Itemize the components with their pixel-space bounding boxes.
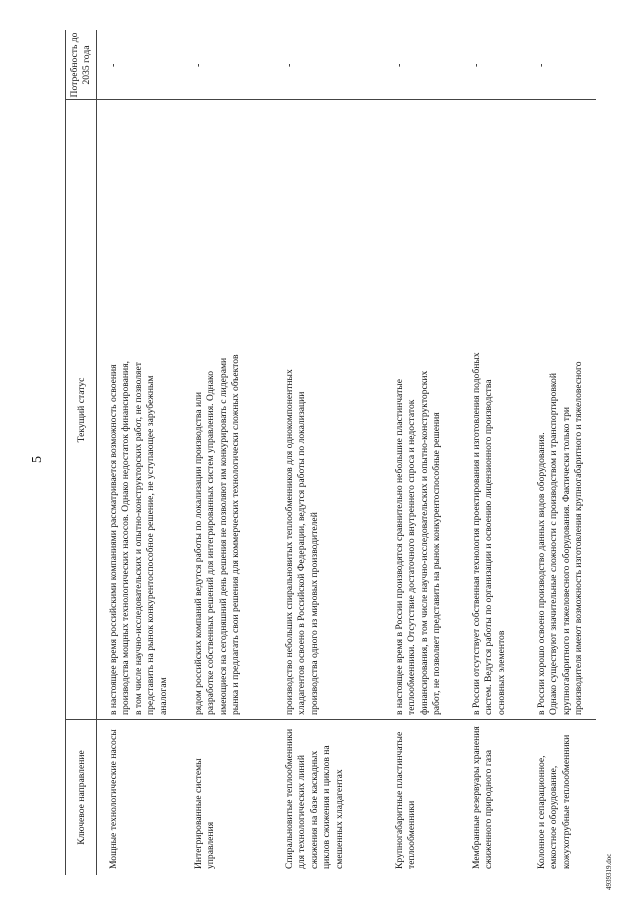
page-number: 5: [30, 456, 45, 463]
row-5-status: [471, 103, 508, 715]
status-line: работ, не позволяет представить на рынок конкурентоспособные решения: [431, 412, 443, 715]
row-2-need: -: [193, 63, 204, 67]
status-line: рядом российских компаний ведутся работы по локализации производства или: [193, 391, 204, 715]
status-line: основных элементов: [495, 630, 507, 715]
status-table: [65, 30, 596, 875]
row-6-need: -: [536, 63, 547, 67]
status-line: финансирования, в том числе научно-исследовательских и опытно-конструкторских: [418, 370, 430, 715]
status-line: производства одного из мировых производителей: [308, 512, 320, 715]
header-status: Текущий статус: [76, 377, 87, 443]
row-2-status: [193, 103, 243, 715]
row-4-need: -: [394, 63, 405, 67]
status-line: в настоящее время в России производятся сравнительно небольшие пластинчатые: [394, 379, 405, 715]
status-line: представить на рынок конкурентоспособное решение, не уступающее зарубежным: [145, 375, 157, 715]
row-4-direction: Крупногабаритные пластинчатые теплообменники: [394, 731, 418, 869]
row-1-status: [108, 103, 170, 715]
status-line: систем. Ведутся работы по организации и освоению лицензионного производства: [483, 379, 495, 715]
status-line: производителя имеют возможность изготовления крупногабаритного и тяжеловесного: [573, 361, 585, 715]
row-2-direction: Интегрированные системы управления: [193, 758, 217, 869]
row-6-status: [536, 103, 586, 715]
row-1-need: -: [108, 63, 119, 67]
status-line: производство небольших спиральновитых теплообменников для однокомпонентных: [284, 369, 295, 715]
status-line: имеющиеся на сегодняшний день решения не позволяют им конкурировать с лидерами: [217, 357, 229, 715]
status-line: аналогам: [157, 677, 169, 715]
table-column-divider: [66, 99, 596, 100]
header-need: Потребность до 2035 года: [69, 32, 92, 98]
status-line: в настоящее время российскими компаниями рассматривается возможность освоения: [108, 364, 119, 715]
row-5-direction: Мембранные резервуары хранения сжиженного природного газа: [471, 726, 495, 869]
row-5-need: -: [471, 63, 482, 67]
status-line: в России хорошо освоено производство данных видов оборудования.: [536, 432, 547, 715]
status-line: теплообменники. Отсутствие достаточного внутреннего спроса и недостаток: [406, 399, 418, 715]
row-1-direction: Мощные технологические насосы: [108, 729, 119, 869]
row-3-need: -: [284, 63, 295, 67]
header-direction: Ключевое направление: [76, 750, 87, 845]
status-line: Однако существуют значительные сложности с производством и транспортировкой: [548, 373, 560, 715]
row-3-direction: Спиральновитые теплообменники для технологических линий сжижения на базе каскадных циклов сжижения и циклов на смешенных хладагентах: [284, 728, 345, 869]
status-line: производства мощных технологических насосов. Однако недостаток финансирования,: [120, 360, 132, 715]
status-line: в том числе научно-исследовательских и опытно-конструкторских работ, не позволяет: [132, 362, 144, 715]
status-line: рынка и предлагать свои решения для коммерческих технологически сложных объектов: [230, 354, 242, 715]
table-column-divider: [66, 719, 596, 720]
document-reference: 4939319.doc: [605, 853, 613, 890]
row-6-direction: Колонное и сепарационное, емкостное оборудование, кожухотрубные теплообменники: [536, 734, 572, 869]
status-line: крупногабаритного и тяжеловесного оборудования. Фактически только три: [560, 406, 572, 715]
row-3-status: [284, 103, 321, 715]
row-4-status: [394, 103, 444, 715]
status-line: разработке собственных решений для интегрированных систем управления. Однако: [205, 370, 217, 715]
status-line: хладагентов освоено в Российской Федерации, ведутся работы по локализации: [296, 391, 308, 715]
table-header-divider: [96, 30, 97, 875]
status-line: в России отсутствует собственная технология проектирования и изготовления подобных: [471, 352, 482, 715]
